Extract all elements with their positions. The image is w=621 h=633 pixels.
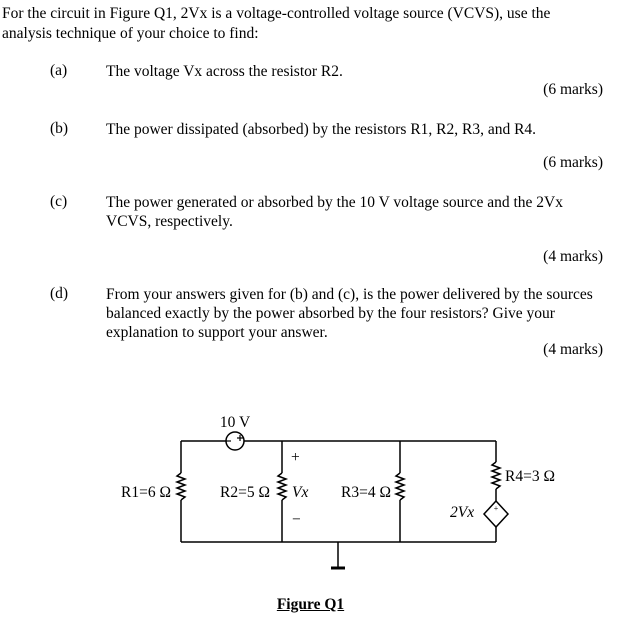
question-b-marks: (6 marks) <box>543 154 603 171</box>
r3-label: R3=4 Ω <box>341 484 391 501</box>
resistor-r2 <box>278 473 286 500</box>
question-b-label: (b) <box>50 120 69 137</box>
question-a-marks: (6 marks) <box>543 81 603 98</box>
vcvs-plus-sign: + <box>493 504 499 513</box>
question-c-marks: (4 marks) <box>543 248 603 265</box>
vx-minus-sign: − <box>292 511 301 528</box>
question-a-text: The voltage Vx across the resistor R2. <box>106 63 343 80</box>
source-label: 10 V <box>219 414 251 431</box>
r1-label: R1=6 Ω <box>121 484 171 501</box>
question-a-label: (a) <box>50 62 68 79</box>
figure-caption <box>0 596 621 614</box>
question-d-text: From your answers given for (b) and (c), is the power delivered by the sources balanced exactly by the power absorbed by the four resistors? Give your explanation to support your answer. <box>106 286 593 341</box>
r4-label: R4=3 Ω <box>505 468 555 485</box>
resistor-r4 <box>492 462 500 489</box>
r2-label: R2=5 Ω <box>220 484 270 501</box>
problem-intro: For the circuit in Figure Q1, 2Vx is a voltage-controlled voltage source (VCVS), use the analysis technique of your choice to find: <box>2 5 551 42</box>
vx-label: Vx <box>292 484 309 501</box>
figure-caption-text: Figure Q1 <box>276 596 345 613</box>
resistor-r1 <box>177 473 185 500</box>
resistor-r3 <box>396 473 404 500</box>
vx-plus-sign: + <box>291 449 300 466</box>
question-b-text: The power dissipated (absorbed) by the resistors R1, R2, R3, and R4. <box>106 121 537 138</box>
question-d-marks: (4 marks) <box>543 341 603 358</box>
question-c-text: The power generated or absorbed by the 10 V voltage source and the 2Vx VCVS, respectively. <box>106 194 563 230</box>
question-c-label: (c) <box>50 193 68 210</box>
vcvs-label: 2Vx <box>450 504 475 521</box>
question-d-label: (d) <box>50 285 69 302</box>
